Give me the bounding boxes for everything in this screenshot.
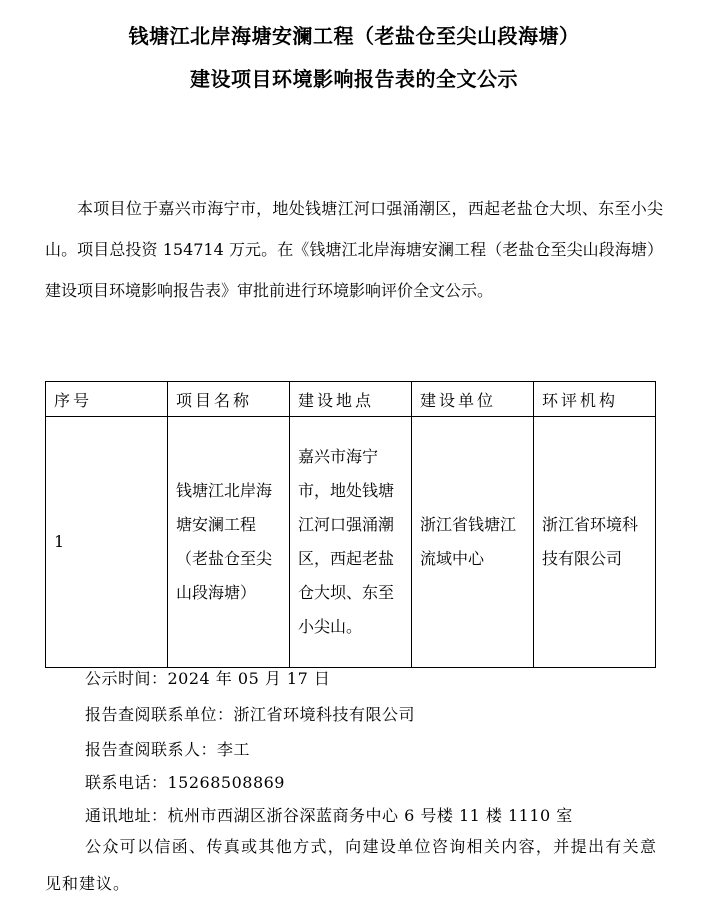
contact-person: 报告查阅联系人：李工 xyxy=(85,740,251,759)
mailing-address: 通讯地址：杭州市西湖区浙谷深蓝商务中心 6 号楼 11 楼 1110 室 xyxy=(85,806,573,825)
document-title-line-2: 建设项目环境影响报告表的全文公示 xyxy=(190,67,518,91)
cell-serial-no: 1 xyxy=(46,417,168,668)
cell-project-name: 钱塘江北岸海塘安澜工程（老盐仓至尖山段海塘） xyxy=(168,417,290,668)
header-eia-agency: 环评机构 xyxy=(534,382,656,417)
cell-eia-agency: 浙江省环境科技有限公司 xyxy=(534,417,656,668)
table-row xyxy=(46,417,656,668)
cell-builder: 浙江省钱塘江流域中心 xyxy=(412,417,534,668)
header-project-name: 项目名称 xyxy=(168,382,290,417)
publication-date: 公示时间：2024 年 05 月 17 日 xyxy=(85,669,331,688)
contact-phone: 联系电话：15268508869 xyxy=(85,773,285,792)
contact-unit: 报告查阅联系单位：浙江省环境科技有限公司 xyxy=(85,705,416,724)
closing-paragraph: 公众可以信函、传真或其他方式，向建设单位咨询相关内容，并提出有关意见和建议。 xyxy=(45,837,657,893)
table-header-row xyxy=(46,382,656,417)
header-builder: 建设单位 xyxy=(412,382,534,417)
intro-paragraph: 本项目位于嘉兴市海宁市，地处钱塘江河口强涌潮区，西起老盐仓大坝、东至小尖山。项目总投资 154714 万元。在《钱塘江北岸海塘安澜工程（老盐仓至尖山段海塘）建设项目环境影响报告表》审批前进行环境影响评价全文公示。 xyxy=(45,199,663,300)
header-location: 建设地点 xyxy=(290,382,412,417)
document-title-line-1: 钱塘江北岸海塘安澜工程（老盐仓至尖山段海塘） xyxy=(128,24,580,48)
cell-location: 嘉兴市海宁市，地处钱塘江河口强涌潮区，西起老盐仓大坝、东至小尖山。 xyxy=(290,417,412,668)
header-serial-no: 序号 xyxy=(46,382,168,417)
project-table xyxy=(45,381,656,668)
